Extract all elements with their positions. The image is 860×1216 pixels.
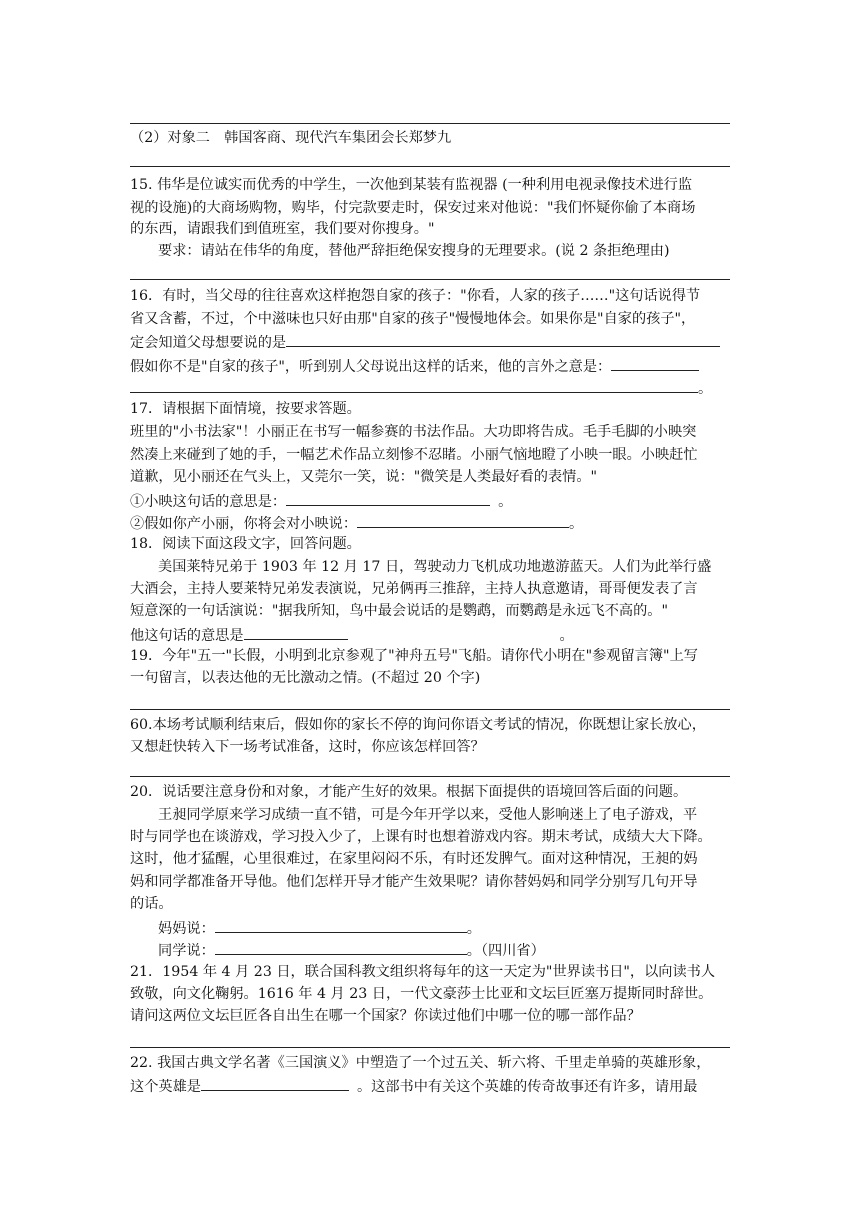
q22-line-1: 22. 我国古典文学名著《三国演义》中塑造了一个过五关、斩六将、千里走单骑的英雄形象， — [130, 1055, 711, 1071]
q16-end: 。 — [698, 381, 713, 397]
q18-line-5 — [130, 624, 730, 646]
answer-line — [130, 279, 730, 280]
q22-continuation: 。这部书中有关这个英雄的传奇故事还有许多，请用最 — [356, 1079, 698, 1095]
q18-prompt: 他这句话的意思是 — [130, 628, 244, 644]
q20-line-3: 时与同学也在谈游戏，学习投入少了，上课有时也想着游戏内容。期末考试，成绩大大下降。 — [130, 829, 712, 845]
answer-blank[interactable] — [244, 624, 348, 640]
q18-line-2: 美国莱特兄弟于 1903 年 12 月 17 日，驾驶动力飞机成功地遨游蓝天。人们为此举行盛 — [158, 559, 712, 575]
q20-mom-label: 妈妈说： — [158, 921, 215, 937]
q21-line-3: 请问这两位文坛巨匠各自出生在哪一个国家？你读过他们中哪一位的哪一部作品？ — [130, 1008, 641, 1024]
q16-prompt-1: 定会知道父母想要说的是 — [130, 335, 287, 351]
q15-line-3: 的东西，请跟我们到值班室，我们要对你搜身。" — [130, 221, 435, 237]
q17-prompt-1: ①小映这句话的意思是： — [130, 494, 287, 510]
q15-line-2: 视的设施)的大商场购物，购毕，付完款要走时，保安过来对他说："我们怀疑你偷了本商场 — [130, 200, 696, 216]
q20-line-2: 王昶同学原来学习成绩一直不错，可是今年开学以来，受他人影响迷上了电子游戏，平 — [158, 807, 698, 823]
q17-line-6 — [130, 512, 730, 534]
answer-blank[interactable] — [215, 939, 467, 955]
q18-end: 。 — [559, 628, 574, 644]
q16-line-4 — [130, 355, 730, 377]
q16-line-3 — [130, 331, 730, 353]
answer-blank[interactable] — [201, 1075, 349, 1091]
q22-prompt: 这个英雄是 — [130, 1079, 201, 1095]
q16-line-1: 16．有时，当父母的往往喜欢这样抱怨自家的孩子："你看，人家的孩子……"这句话说得节 — [130, 288, 701, 304]
answer-line — [130, 709, 730, 710]
q20-mom-end: 。 — [466, 921, 481, 937]
q20-line-4: 这时，他才猛醒，心里很难过，在家里闷闷不乐，有时还发脾气。面对这种情况，王昶的妈 — [130, 851, 698, 867]
q20-classmate-line — [130, 939, 758, 961]
q17-line-2: 班里的"小书法家"！小丽正在书写一幅参赛的书法作品。大功即将告成。毛手毛脚的小映突 — [130, 424, 697, 440]
q17-line-5 — [130, 490, 730, 512]
q15-requirement: 要求：请站在伟华的角度，替他严辞拒绝保安搜身的无理要求。(说 2 条拒绝理由) — [158, 243, 670, 259]
q21-line-1: 21．1954 年 4 月 23 日，联合国科教文组织将每年的这一天定为"世界读书日"，以向读书人 — [130, 964, 716, 980]
q60-line-1: 60.本场考试顺利结束后，假如你的家长不停的询问你语文考试的情况，你既想让家长放心， — [130, 717, 706, 733]
q20-line-5: 妈和同学都准备开导他。他们怎样开导才能产生效果呢？请你替妈妈和同学分别写几句开导 — [130, 874, 698, 890]
q15-line-1: 15. 伟华是位诚实而优秀的中学生，一次他到某装有监视器 (一种利用电视录像技术进行监 — [130, 177, 693, 193]
answer-blank[interactable] — [286, 331, 720, 347]
answer-line — [130, 123, 730, 124]
answer-blank[interactable] — [357, 512, 569, 528]
q16-prompt-2: 假如你不是"自家的孩子"，听到别人父母说出这样的话来，他的言外之意是： — [130, 359, 612, 375]
object-two-line: （2）对象二 韩国客商、现代汽车集团会长郑梦九 — [130, 130, 452, 146]
q17-line-4: 道歉，见小丽还在气头上，又莞尔一笑，说："微笑是人类最好看的表情。" — [130, 469, 598, 485]
q19-line-2: 一句留言，以表达他的无比激动之情。(不超过 20 个字) — [130, 670, 481, 686]
answer-line — [130, 1047, 730, 1048]
q20-line-6: 的话。 — [130, 896, 173, 912]
answer-blank[interactable] — [611, 355, 699, 371]
q22-line-2 — [130, 1075, 730, 1097]
answer-line — [130, 166, 730, 167]
q20-classmate-end: 。（四川省） — [466, 943, 545, 959]
q19-line-1: 19．今年"五一"长假，小明到北京参观了"神舟五号"飞船。请你代小明在"参观留言簿"上写 — [130, 648, 698, 664]
answer-blank[interactable] — [286, 490, 490, 506]
q21-line-2: 致敬，向文化鞠躬。1616 年 4 月 23 日，一代文豪莎士比亚和文坛巨匠塞万提斯同时辞世。 — [130, 986, 713, 1002]
q16-line-5 — [130, 377, 730, 399]
answer-blank[interactable] — [130, 377, 698, 393]
q17-end-2: 。 — [569, 516, 584, 532]
answer-line — [130, 776, 730, 777]
q18-line-4: 短意深的一句话演说："据我所知，鸟中最会说话的是鹦鹉，而鹦鹉是永远飞不高的。" — [130, 603, 668, 619]
q20-line-1: 20．说话要注意身份和对象，才能产生好的效果。根据下面提供的语境回答后面的问题。 — [130, 784, 688, 800]
answer-blank[interactable] — [215, 917, 467, 933]
q17-prompt-2: ②假如你产小丽，你将会对小映说： — [130, 516, 358, 532]
q18-line-3: 大酒会，主持人要莱特兄弟发表演说，兄弟俩再三推辞，主持人执意邀请，哥哥便发表了言 — [130, 581, 698, 597]
q18-line-1: 18．阅读下面这段文字，回答问题。 — [130, 536, 361, 552]
q17-line-1: 17．请根据下面情境，按要求答题。 — [130, 401, 361, 417]
q17-line-3: 然凑上来碰到了她的手，一幅艺术作品立刻惨不忍睹。小丽气恼地瞪了小映一眼。小映赶忙 — [130, 447, 698, 463]
q60-line-2: 又想赶快转入下一场考试准备，这时，你应该怎样回答？ — [130, 739, 485, 755]
q20-mom-line — [130, 917, 758, 939]
q16-line-2: 省又含蓄，不过，个中滋味也只好由那"自家的孩子"慢慢地体会。如果你是"自家的孩子"， — [130, 311, 696, 327]
q17-end-1: 。 — [498, 494, 513, 510]
q20-classmate-label: 同学说： — [158, 943, 215, 959]
